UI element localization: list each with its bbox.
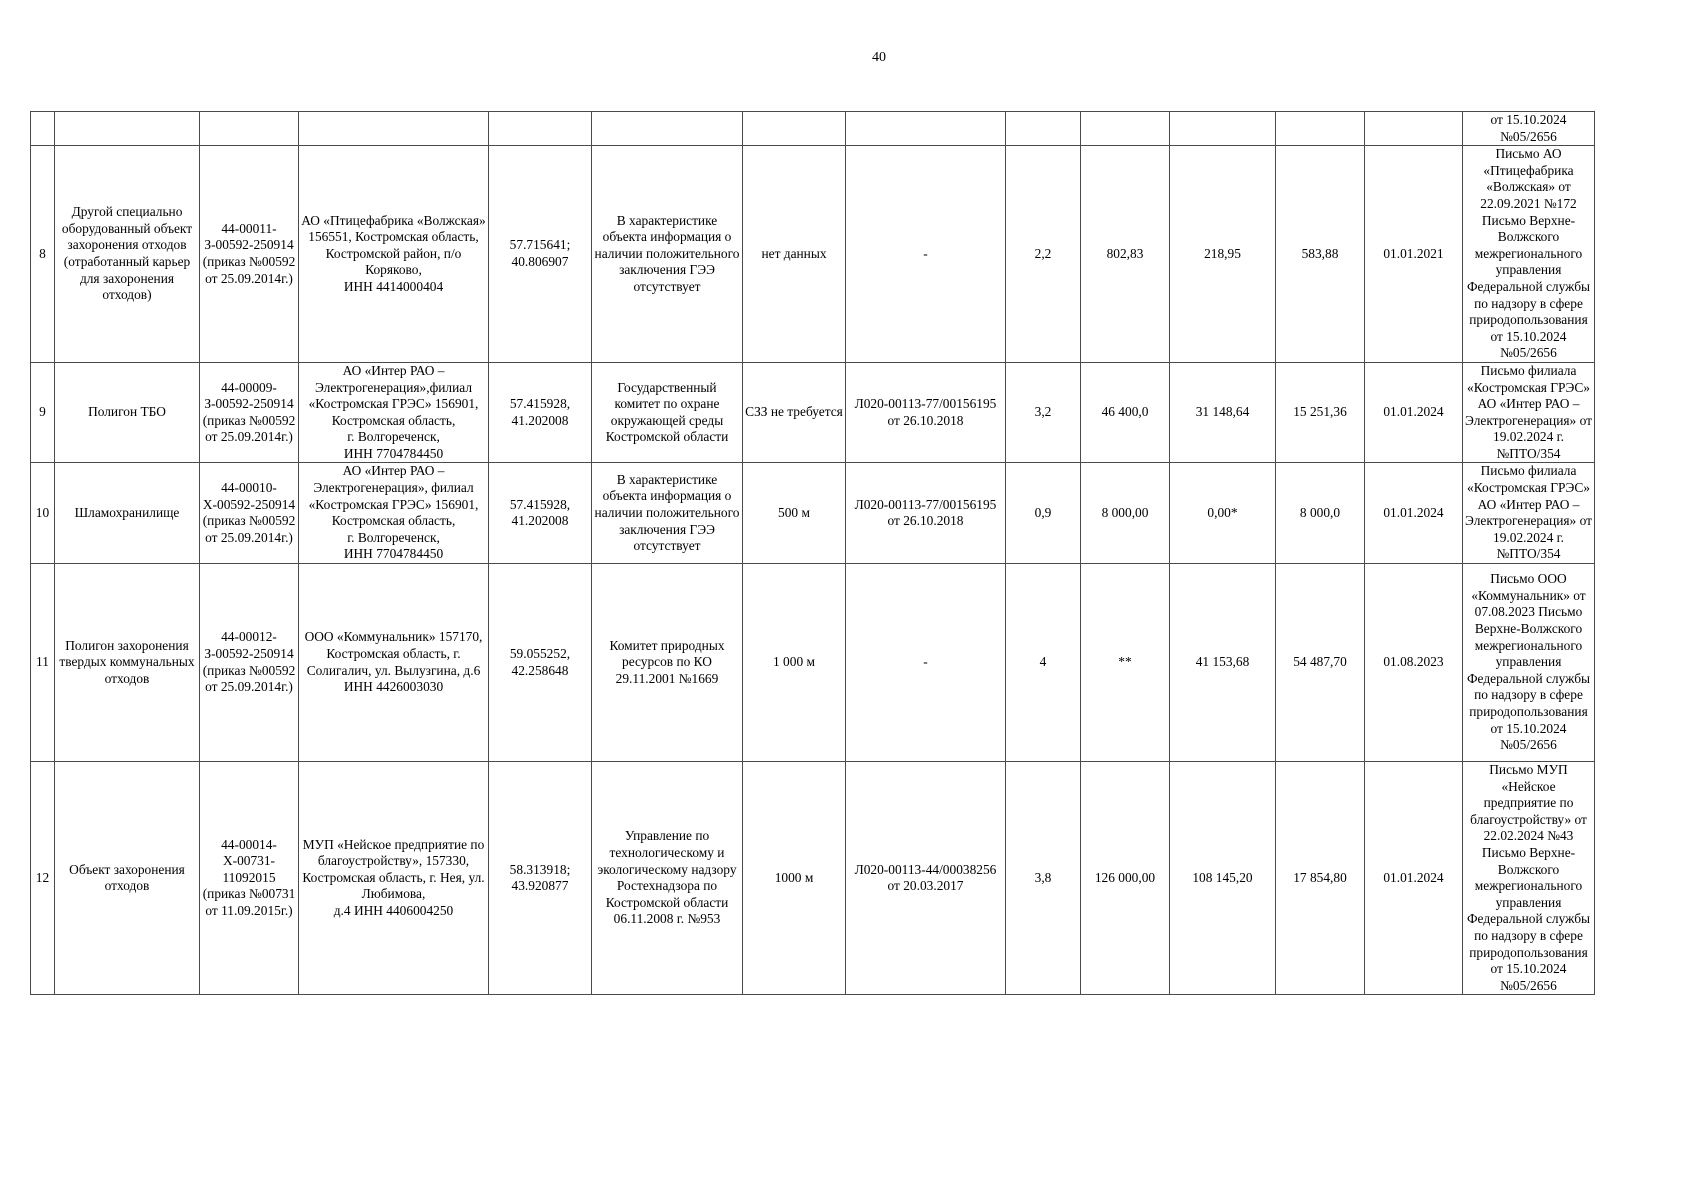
license (846, 112, 1006, 146)
coordinates: 59.055252, 42.258648 (489, 564, 592, 762)
license: - (846, 564, 1006, 762)
data-date: 01.01.2024 (1365, 362, 1463, 463)
registry-number (200, 112, 299, 146)
gee-conclusion: В характеристике объекта информация о наличии положительного заключения ГЭЭ отсутствует (592, 463, 743, 564)
filled-volume: 218,95 (1170, 146, 1276, 363)
registry-number: 44-00010-Х-00592-250914 (приказ №00592 от 25.09.2014г.) (200, 463, 299, 564)
gee-conclusion (592, 112, 743, 146)
table-row (31, 146, 1595, 363)
facility-name: Объект захоронения отходов (55, 762, 200, 995)
table-row (31, 463, 1595, 564)
sanitary-zone: 1000 м (743, 762, 846, 995)
row-number (31, 112, 55, 146)
facility-name: Полигон захоронения твердых коммунальных отходов (55, 564, 200, 762)
capacity: ** (1081, 564, 1170, 762)
filled-volume: 41 153,68 (1170, 564, 1276, 762)
table-row (31, 112, 1595, 146)
area (1006, 112, 1081, 146)
remaining-capacity: 15 251,36 (1276, 362, 1365, 463)
gee-conclusion: Государственный комитет по охране окружающей среды Костромской области (592, 362, 743, 463)
area: 3,8 (1006, 762, 1081, 995)
operator-info: АО «Интер РАО – Электрогенерация»,филиал «Костромская ГРЭС» 156901, Костромская область, г. Волгореченск, ИНН 7704784450 (299, 362, 489, 463)
filled-volume: 108 145,20 (1170, 762, 1276, 995)
coordinates: 57.415928, 41.202008 (489, 362, 592, 463)
row-number: 12 (31, 762, 55, 995)
filled-volume: 31 148,64 (1170, 362, 1276, 463)
info-source: Письмо филиала «Костромская ГРЭС» АО «Интер РАО – Электрогенерация» от 19.02.2024 г. №ПТО/354 (1463, 362, 1595, 463)
row-number: 9 (31, 362, 55, 463)
facility-name: Другой специально оборудованный объект захоронения отходов (отработанный карьер для захоронения отходов) (55, 146, 200, 363)
sanitary-zone: СЗЗ не требуется (743, 362, 846, 463)
row-number: 11 (31, 564, 55, 762)
coordinates: 58.313918; 43.920877 (489, 762, 592, 995)
operator-info: АО «Птицефабрика «Волжская» 156551, Костромская область, Костромской район, п/о Коряково, ИНН 4414000404 (299, 146, 489, 363)
facility-name: Шламохранилище (55, 463, 200, 564)
sanitary-zone: 500 м (743, 463, 846, 564)
sanitary-zone: нет данных (743, 146, 846, 363)
row-number: 8 (31, 146, 55, 363)
coordinates: 57.415928, 41.202008 (489, 463, 592, 564)
info-source: от 15.10.2024 №05/2656 (1463, 112, 1595, 146)
operator-info: МУП «Нейское предприятие по благоустройству», 157330, Костромская область, г. Нея, ул. Любимова, д.4 ИНН 4406004250 (299, 762, 489, 995)
data-date (1365, 112, 1463, 146)
gee-conclusion: Комитет природных ресурсов по КО 29.11.2001 №1669 (592, 564, 743, 762)
data-date: 01.08.2023 (1365, 564, 1463, 762)
coordinates (489, 112, 592, 146)
remaining-capacity: 17 854,80 (1276, 762, 1365, 995)
waste-facilities-table (30, 111, 1595, 995)
data-date: 01.01.2024 (1365, 762, 1463, 995)
page-number: 40 (872, 50, 886, 65)
gee-conclusion: Управление по технологическому и экологическому надзору Ростехнадзора по Костромской области 06.11.2008 г. №953 (592, 762, 743, 995)
remaining-capacity: 583,88 (1276, 146, 1365, 363)
info-source: Письмо филиала «Костромская ГРЭС» АО «Интер РАО – Электрогенерация» от 19.02.2024 г. №ПТО/354 (1463, 463, 1595, 564)
capacity: 46 400,0 (1081, 362, 1170, 463)
filled-volume: 0,00* (1170, 463, 1276, 564)
registry-number: 44-00014-Х-00731-11092015 (приказ №00731 от 11.09.2015г.) (200, 762, 299, 995)
data-date: 01.01.2024 (1365, 463, 1463, 564)
area: 0,9 (1006, 463, 1081, 564)
coordinates: 57.715641; 40.806907 (489, 146, 592, 363)
data-date: 01.01.2021 (1365, 146, 1463, 363)
table-row (31, 362, 1595, 463)
capacity: 8 000,00 (1081, 463, 1170, 564)
operator-info: АО «Интер РАО – Электрогенерация», филиал «Костромская ГРЭС» 156901, Костромская область, г. Волгореченск, ИНН 7704784450 (299, 463, 489, 564)
registry-number: 44-00012-З-00592-250914 (приказ №00592 от 25.09.2014г.) (200, 564, 299, 762)
remaining-capacity: 54 487,70 (1276, 564, 1365, 762)
row-number: 10 (31, 463, 55, 564)
remaining-capacity (1276, 112, 1365, 146)
registry-number: 44-00009-З-00592-250914 (приказ №00592 от 25.09.2014г.) (200, 362, 299, 463)
area: 3,2 (1006, 362, 1081, 463)
license: Л020-00113-44/00038256 от 20.03.2017 (846, 762, 1006, 995)
license: Л020-00113-77/00156195 от 26.10.2018 (846, 362, 1006, 463)
capacity: 126 000,00 (1081, 762, 1170, 995)
operator-info (299, 112, 489, 146)
capacity: 802,83 (1081, 146, 1170, 363)
info-source: Письмо АО «Птицефабрика «Волжская» от 22.09.2021 №172 Письмо Верхне-Волжского межрегионального управления Федеральной службы по надзору в сфере природопользования от 15.10.2024 №05/2656 (1463, 146, 1595, 363)
info-source: Письмо МУП «Нейское предприятие по благоустройству» от 22.02.2024 №43 Письмо Верхне-Волжского межрегионального управления Федеральной службы по надзору в сфере природопользования от 15.10.2024 №05/2656 (1463, 762, 1595, 995)
table-row (31, 762, 1595, 995)
remaining-capacity: 8 000,0 (1276, 463, 1365, 564)
sanitary-zone: 1 000 м (743, 564, 846, 762)
facility-name: Полигон ТБО (55, 362, 200, 463)
table-row (31, 564, 1595, 762)
registry-number: 44-00011-З-00592-250914 (приказ №00592 от 25.09.2014г.) (200, 146, 299, 363)
area: 2,2 (1006, 146, 1081, 363)
sanitary-zone (743, 112, 846, 146)
facility-name (55, 112, 200, 146)
info-source: Письмо ООО «Коммунальник» от 07.08.2023 Письмо Верхне-Волжского межрегионального управления Федеральной службы по надзору в сфере природопользования от 15.10.2024 №05/2656 (1463, 564, 1595, 762)
area: 4 (1006, 564, 1081, 762)
license: - (846, 146, 1006, 363)
operator-info: ООО «Коммунальник» 157170, Костромская область, г. Солигалич, ул. Вылузгина, д.6 ИНН 4426003030 (299, 564, 489, 762)
license: Л020-00113-77/00156195 от 26.10.2018 (846, 463, 1006, 564)
filled-volume (1170, 112, 1276, 146)
capacity (1081, 112, 1170, 146)
gee-conclusion: В характеристике объекта информация о наличии положительного заключения ГЭЭ отсутствует (592, 146, 743, 363)
